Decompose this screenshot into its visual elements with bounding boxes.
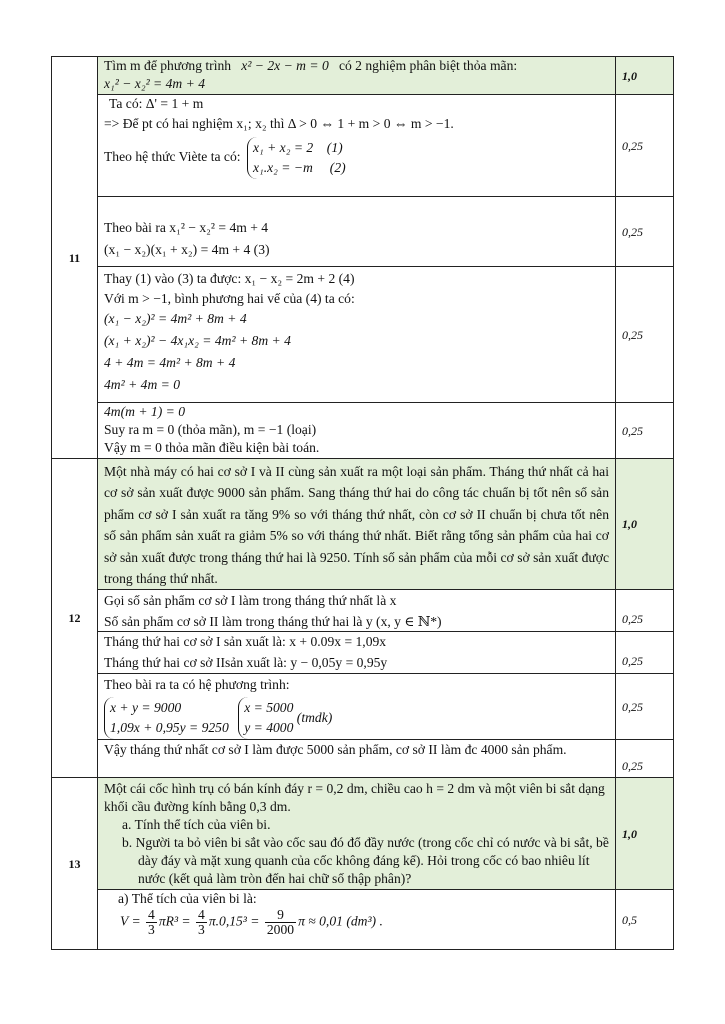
q12-step4: Vậy tháng thứ nhất cơ sở I làm được 5000 sản phẩm, cơ sở II làm đc 4000 sản phẩm.: [98, 740, 616, 778]
q12-solution-system: x = 5000 y = 4000: [238, 697, 293, 739]
q12-number: 12: [52, 459, 98, 778]
q11-step4-points: 0,25: [616, 403, 674, 459]
q12-step1-points: 0,25: [616, 590, 674, 632]
q11-step1-row: [52, 95, 674, 197]
q11-step4: 4m(m + 1) = 0 Suy ra m = 0 (thỏa mãn), m = −1 (loại) Vậy m = 0 thỏa mãn điều kiện bài toán.: [98, 403, 616, 459]
q11-points: 1,0: [616, 57, 674, 95]
q11-prompt: Tìm m để phương trình x² − 2x − m = 0 có 2 nghiệm phân biệt thỏa mãn: x₁² − x₂² = 4m + 4: [98, 57, 616, 95]
q12-step3-row: [52, 674, 674, 740]
q12-prompt: Một nhà máy có hai cơ sở I và II cùng sản xuất ra một loại sản phẩm. Tháng thứ nhất cả hai cơ sở sản xuất được 9000 sản phẩm. Sang tháng thứ hai do công tác chuẩn bị tốt nên số sản phẩm cơ sở I sản xuất ra tăng 9% so với tháng thứ nhất, còn cơ sở II chuẩn bị chưa tốt nên số sản phẩm sản xuất ra giảm 5% so với tháng thứ nhất. Biết rằng tổng sản phẩm của hai cơ sở sản xuất được trong tháng thứ hai là 9250. Tính số sản phẩm của mỗi cơ sở sản xuất được trong tháng thứ nhất.: [98, 459, 616, 590]
q11-step4-row: [52, 403, 674, 459]
q13-prompt-row: [52, 778, 674, 890]
q12-prompt-row: [52, 459, 674, 590]
q13-number: 13: [52, 778, 98, 950]
q12-step3-points: 0,25: [616, 674, 674, 740]
q12-step1: Gọi số sản phẩm cơ sở I làm trong tháng thứ nhất là x Số sản phẩm cơ sở II làm trong tháng thứ hai là y (x, y ∈ ℕ*): [98, 590, 616, 632]
q13-step1: a) Thể tích của viên bi là: V = $\frac{4}{3}$ πR³ = $\frac{4}{3}$ π.0,15³ = $\frac{9}{2000}$ π ≈ 0,01 (dm³) .: [98, 890, 616, 950]
q12-step2-row: [52, 632, 674, 674]
q11-step3-row: [52, 267, 674, 403]
q11-step2-row: [52, 197, 674, 267]
q13-points: 1,0: [616, 778, 674, 890]
q12-step1-row: [52, 590, 674, 632]
q11-step1: Ta có: Δ' = 1 + m => Để pt có hai nghiệm x₁; x₂ thì Δ > 0 ⇔ 1 + m > 0 ⇔ m > −1. Theo hệ thức Viète ta có: x₁ + x₂ = 2 (1) x₁.x₂ = −m (2): [98, 95, 616, 197]
q11-number: 11: [52, 57, 98, 459]
q13-step1-row: [52, 890, 674, 950]
q11-prompt-row: [52, 57, 674, 95]
q11-step3: Thay (1) vào (3) ta được: x₁ − x₂ = 2m + 2 (4) Với m > −1, bình phương hai vế của (4) ta có: (x₁ − x₂)² = 4m² + 8m + 4 (x₁ + x₂)² − 4x₁x₂ = 4m² + 8m + 4 4 + 4m = 4m² + 8m + 4 4m² + 4m = 0: [98, 267, 616, 403]
answer-table: [51, 56, 674, 950]
q13-prompt: Một cái cốc hình trụ có bán kính đáy r = 0,2 dm, chiều cao h = 2 dm và một viên bi sắt dạng khối cầu đường kính bằng 0,3 dm. a. Tính thể tích của viên bi. b. Người ta bỏ viên bi sắt vào cốc sau đó đổ đầy nước (trong cốc chỉ có nước và bi sắt, bề dày đáy và mặt xung quanh của cốc không đáng kể). Hỏi trong cốc có bao nhiêu lít nước (kết quả làm tròn đến hai chữ số thập phân)?: [98, 778, 616, 890]
q12-step4-points: 0,25: [616, 740, 674, 778]
q12-step2-points: 0,25: [616, 632, 674, 674]
q12-step2: Tháng thứ hai cơ sở I sản xuất là: x + 0.09x = 1,09x Tháng thứ hai cơ sở IIsản xuất là: y − 0,05y = 0,95y: [98, 632, 616, 674]
q11-step1-points: 0,25: [616, 95, 674, 197]
q11-step3-points: 0,25: [616, 267, 674, 403]
q12-points: 1,0: [616, 459, 674, 590]
q12-step3: Theo bài ra ta có hệ phương trình: x + y = 9000 1,09x + 0,95y = 9250 x = 5000 y = 4000 (tmdk): [98, 674, 616, 740]
q13-step1-points: 0,5: [616, 890, 674, 950]
q11-step2: Theo bài ra x₁² − x₂² = 4m + 4 (x₁ − x₂)(x₁ + x₂) = 4m + 4 (3): [98, 197, 616, 267]
q11-viete-system: x₁ + x₂ = 2 (1) x₁.x₂ = −m (2): [247, 137, 346, 179]
q12-equation-system: x + y = 9000 1,09x + 0,95y = 9250: [104, 697, 229, 739]
q12-step4-row: [52, 740, 674, 778]
q11-step2-points: 0,25: [616, 197, 674, 267]
